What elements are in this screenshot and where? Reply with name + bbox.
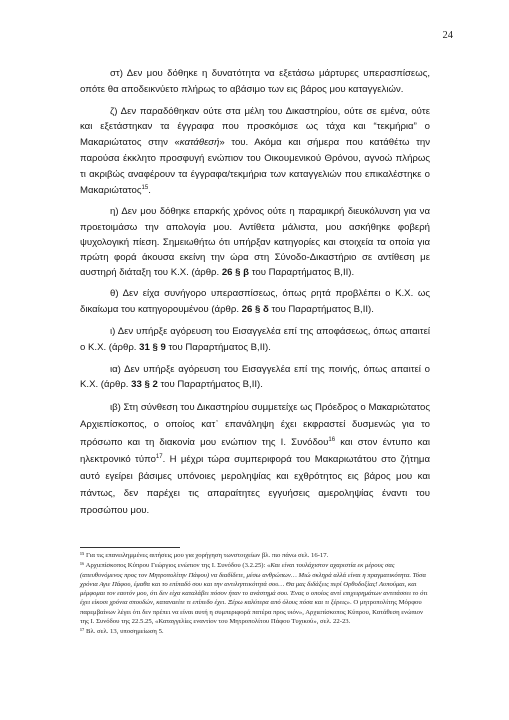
paragraph-i-text-a: η) Δεν μου δόθηκε επαρκής χρόνος ούτε η παραμικρή διευκόλυνση για να προετοιμάσω την απολογία μου. Αντίθετα μάλιστα, μου ασκήθηκε φοβερή ψυχολογική πίεση. Σημειωθήτω ότι υπήρξαν κατηγορίες και στοιχεία τα οποία για πρώτη φορά άκουσα εκείνη την ώρα στη Σύνοδο-Δικαστήριο σε αντίθεση με αυστηρή διάταξη του Κ.Χ. (άρθρ. [80,206,430,279]
paragraph-i-article: 26 § β [221,267,250,279]
paragraph-i-text-b: του Παραρτήματος Β,ΙΙ). [249,267,355,279]
footnote-16-quote: Και είναι τουλάχιστον αχαριστία εκ μέρους σας (απευθυνόμενος προς τον Μητροπολίτην Πάφου) να διαδίδετε, μέσω ανθρώπων… Μιώ σκληρά αλλά είναι η πραγματικότητα. Τόσα χρόνια Αγιε Πάφου, έμαθα και το επίπαδό σου και την αντιληπτικότητά σου… Θα μας διδάξεις περί Ορθοδοξίας! Λυπούμαι, και μέμφομαι τον εαυτόν μου, ότι δεν είχα καταλάβει πόσον ήταν το ανάστημά σου. Ένας ο οποίος αντί επιχειρημάτων αντιτάσσει το ότι έχει είκοσι χρόνια σπουδών, καταναείτε τι επίπεδο έχει. Ξέρω καλύτερα από όλους πόσα και τι ξέρεις [80,562,428,607]
paragraph-ib-text-c: . Η μέχρι τώρα συμπεριφορά του Μακαριωτάτου στο ζήτημα αυτό εγείρει βάσιμες υπόνοιες μεροληψίας και εχθρότητος εις βάρος μου και πάντως, δεν παρέχει τις απαραίτητες εγγυήσεις αμεροληψίας έναντι του προσώπου μου. [80,453,430,517]
paragraph-iota-article: 31 § 9 [139,341,166,353]
main-text [80,66,430,526]
paragraph-iota-text-a: ι) Δεν υπήρξε αγόρευση του Εισαγγελέα επί της αποφάσεως, όπως απαιτεί ο Κ.Χ. (άρθρ. [80,325,430,353]
paragraph-z-text-a: ζ) Δεν παραδόθηκαν ούτε στα μέλη του Δικαστηρίου, ούτε σε εμένα, ούτε και εξετάστηκαν τα έγγραφα που προσκόμισε ως τάχα και “τεκμήρια” ο Μακαριώτατος στην « [80,105,430,149]
footnote-ref-17: 17 [155,453,163,460]
paragraph-z [80,104,430,199]
paragraph-iota [80,324,430,356]
footnote-ref-16: 16 [328,436,336,443]
paragraph-th-article: 26 § δ [241,304,269,316]
footnotes [80,551,430,638]
footnote-17: ¹⁷ Βλ. σελ. 13, υποσημείωση 5. [80,628,164,636]
paragraph-z-text-b: » του. Ακόμα και σήμερα που κατάθέτω την παρούσα έκκλητο προσφυγή ενώπιον του Οικουμενικού Θρόνου, αγνοώ πλήρως τι ακριβώς αναφέρουν τα έγγραφα/τεκμήρια των καταγγελιών που επικαλέστηκε ο Μακαριώτατος [80,137,431,196]
paragraph-ia-text-a: ια) Δεν υπήρξε αγόρευση του Εισαγγελέα επί της ποινής, όπως απαιτεί ο Κ.Χ. (άρθρ. [80,363,430,391]
footnote-16 [80,561,430,626]
footnote-15: ¹⁵ Για τις επανειλημμένες αιτήσεις μου για χορήγηση τωνστοιχείων βλ. πιο πάνω σελ. 16-17. [80,552,329,559]
paragraph-i [80,204,430,280]
paragraph-th-text-a: θ) Δεν είχα συνήγορο υπερασπίσεως, όπως ρητά προβλέπει ο Κ.Χ. ως δικαίωμα του κατηγορουμένου (άρθρ. [80,288,430,316]
paragraph-th-text-b: του Παραρτήματος Β,ΙΙ). [268,304,374,316]
paragraph-ib-text-a: ιβ) Στη σύνθεση του Δικαστηρίου συμμετείχε ως Πρόεδρος ο Μακαριώτατος Αρχιεπίσκοπος, ο οποίος κατ᾽ επανάληψη έχει εκφραστεί δυσμενώς για το πρόσωπο και τη διακονία μου ενώπιον της Ι. Συνόδου [80,402,430,448]
paragraph-z-italic: κατάθεσή [179,137,220,149]
paragraph-ib [80,399,430,519]
paragraph-ib-text-b: και στον έντυπο και ηλεκτρονικό τύπο [80,436,431,465]
paragraph-ia [80,362,430,394]
page-number: 24 [442,30,453,41]
footnote-ref-15: 15 [141,184,149,191]
paragraph-ia-text-b: του Παραρτήματος Β,ΙΙ). [157,379,263,391]
footnote-16-intro: ¹⁶ Αρχιεπίσκοπος Κύπρου Γεώργιος ενώπιον της Ι. Συνόδου (3.2.25): « [80,562,271,570]
paragraph-iota-text-b: του Παραρτήματος Β,ΙΙ). [165,341,271,353]
paragraph-th [80,286,430,318]
paragraph-st: στ) Δεν μου δόθηκε η δυνατότητα να εξετάσω μάρτυρες υπερασπίσεως, οπότε θα αποδεικνύετο πλήρως το αβάσιμο των εις βάρος μου καταγγελιών. [80,68,430,95]
paragraph-ia-article: 33 § 2 [131,379,158,391]
footnote-separator [80,547,180,548]
paragraph-z-end: . [148,184,151,196]
footnote-16-rest: ». Ο μητροπολίτης Μόρφου παρεμβαίνων λέγει ότι δεν πρέπει να είναι αυτή η συμπεριφορά πατέρα προς υιόν», Αρχιεπίσκοπος Κύπρου, Κατάθεση ενώπιον της Ι. Συνόδου της 22.5.25, «Καταγγελίες εναντίον του Μητροπολίτου Πάφου Τυχικού», σελ. 22-23. [80,599,424,626]
